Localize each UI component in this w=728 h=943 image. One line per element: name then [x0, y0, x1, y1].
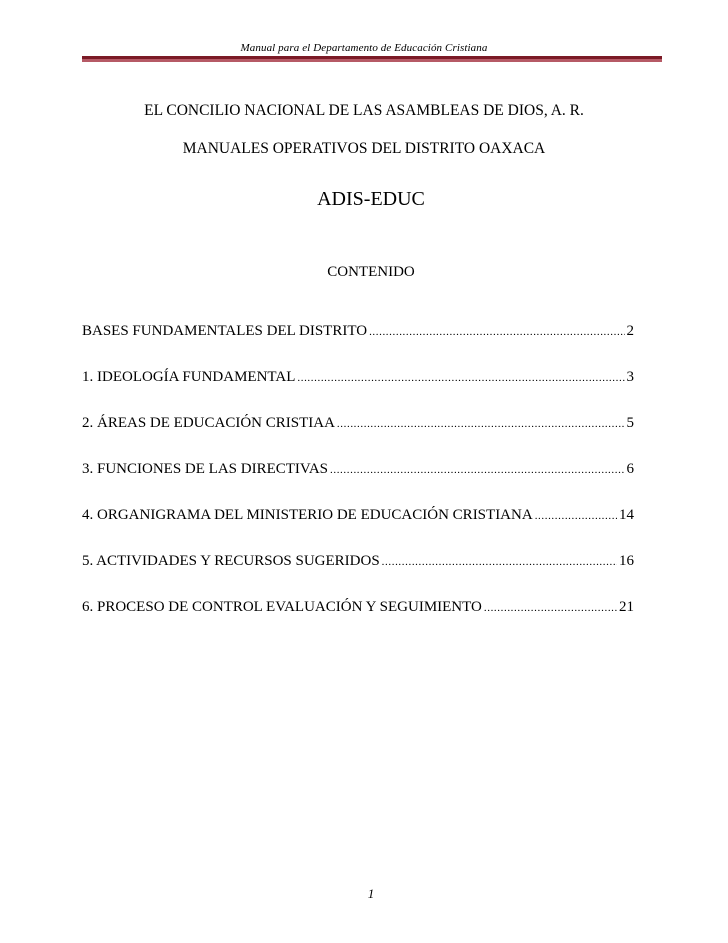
- toc-page-number: 2: [626, 323, 634, 339]
- toc-entry-title: 6. PROCESO DE CONTROL EVALUACIÓN Y SEGUIMIENTO: [82, 599, 482, 615]
- organization-title: EL CONCILIO NACIONAL DE LAS ASAMBLEAS DE DIOS, A. R.: [144, 102, 584, 119]
- toc-dot-leader: [330, 464, 625, 476]
- toc-entry-title: 5. ACTIVIDADES Y RECURSOS SUGERIDOS: [82, 553, 380, 569]
- table-of-contents: [82, 323, 634, 645]
- toc-page-number: 6: [626, 461, 634, 477]
- toc-page-number: 3: [626, 369, 634, 385]
- toc-page-number: 21: [619, 599, 634, 615]
- toc-dot-leader: [297, 372, 624, 384]
- toc-entry[interactable]: [82, 461, 634, 507]
- toc-entry-title: 4. ORGANIGRAMA DEL MINISTERIO DE EDUCACIÓN CRISTIANA: [82, 507, 533, 523]
- header-rule: [82, 56, 662, 62]
- toc-entry[interactable]: [82, 599, 634, 645]
- toc-dot-leader: [337, 418, 625, 430]
- document-subtitle: MANUALES OPERATIVOS DEL DISTRITO OAXACA: [182, 140, 546, 157]
- toc-page-number: 16: [619, 553, 634, 569]
- document-code: ADIS-EDUC: [317, 188, 425, 210]
- toc-page-number: 5: [626, 415, 634, 431]
- toc-entry[interactable]: [82, 369, 634, 415]
- toc-entry[interactable]: [82, 323, 634, 369]
- toc-entry-title: 3. FUNCIONES DE LAS DIRECTIVAS: [82, 461, 328, 477]
- toc-entry-title: BASES FUNDAMENTALES DEL DISTRITO: [82, 323, 368, 339]
- toc-entry[interactable]: [82, 553, 634, 599]
- running-header: Manual para el Departamento de Educación Cristiana: [240, 42, 488, 54]
- toc-entry[interactable]: [82, 507, 634, 553]
- toc-page-number: 14: [619, 507, 634, 523]
- toc-entry-title: 2. ÁREAS DE EDUCACIÓN CRISTIAA: [82, 415, 335, 431]
- toc-dot-leader: [369, 326, 624, 338]
- toc-entry[interactable]: [82, 415, 634, 461]
- toc-dot-leader: [382, 556, 617, 568]
- toc-entry-title: 1. IDEOLOGÍA FUNDAMENTAL: [82, 369, 296, 385]
- toc-dot-leader: [535, 510, 617, 522]
- toc-dot-leader: [484, 602, 617, 614]
- contents-heading: CONTENIDO: [327, 264, 415, 280]
- page-number: 1: [367, 886, 375, 901]
